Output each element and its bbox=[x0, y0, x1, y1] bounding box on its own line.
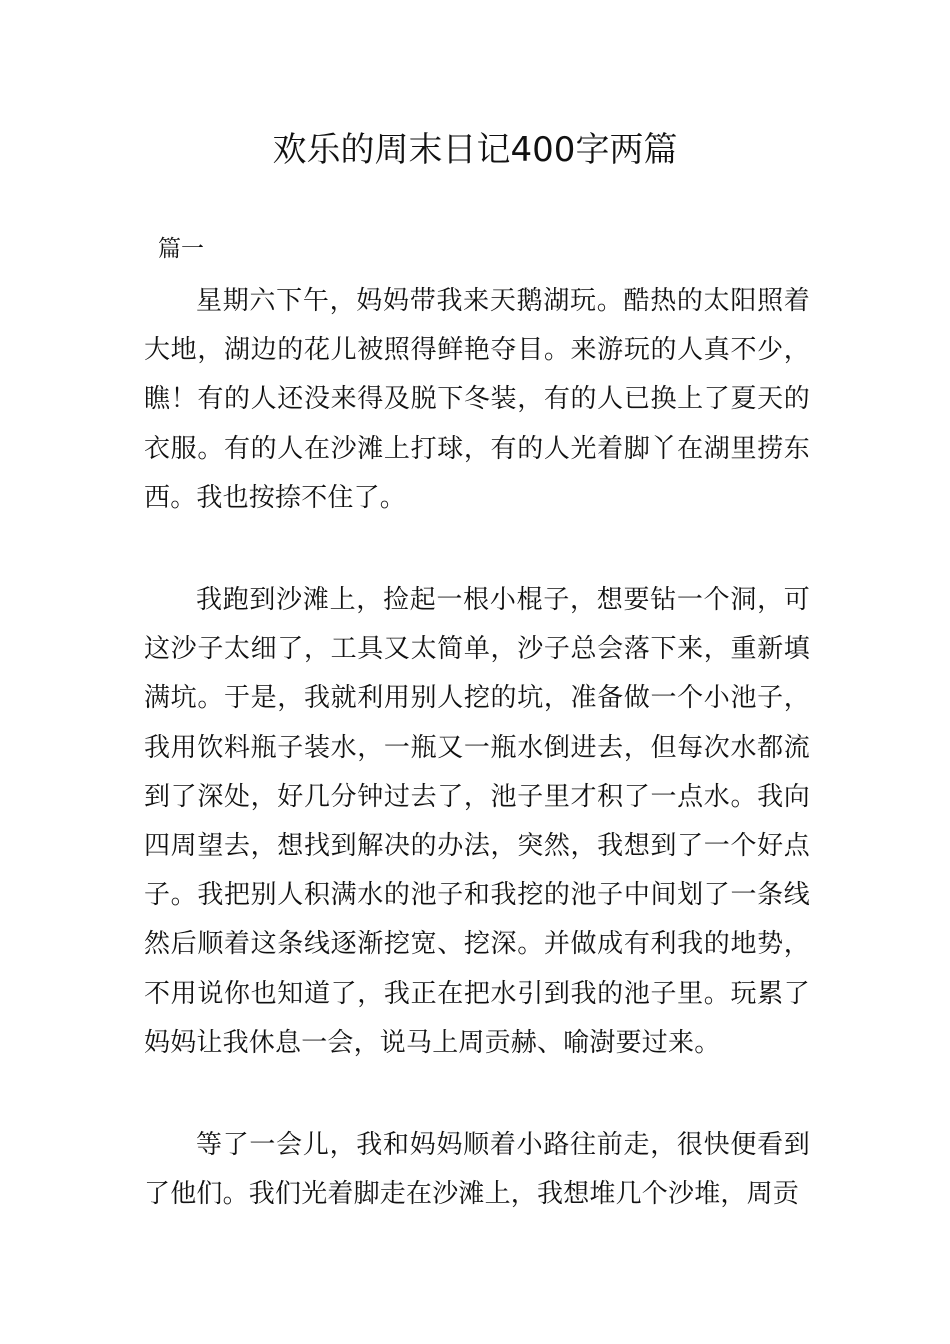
paragraph-3: 等了一会儿，我和妈妈顺着小路往前走，很快便看到了他们。我们光着脚走在沙滩上，我想堆几个沙堆，周贡 bbox=[144, 1130, 810, 1210]
section-label: 篇一 bbox=[158, 236, 204, 262]
paragraph-1: 星期六下午，妈妈带我来天鹅湖玩。酷热的太阳照着大地，湖边的花儿被照得鲜艳夺目。来游玩的人真不少，瞧！有的人还没来得及脱下冬装，有的人已换上了夏天的衣服。有的人在沙滩上打球，有的人光着脚丫在湖里捞东西。我也按捺不住了。 bbox=[144, 286, 810, 513]
paragraph-2: 我跑到沙滩上，捡起一根小棍子，想要钻一个洞，可这沙子太细了，工具又太简单，沙子总会落下来，重新填满坑。于是，我就利用别人挖的坑，准备做一个小池子，我用饮料瓶子装水，一瓶又一瓶水倒进去，但每次水都流到了深处，好几分钟过去了，池子里才积了一点水。我向四周望去，想找到解决的办法，突然，我想到了一个好点子。我把别人积满水的池子和我挖的池子中间划了一条线然后顺着这条线逐渐挖宽、挖深。并做成有利我的地势，不用说你也知道了，我正在把水引到我的池子里。玩累了妈妈让我休息一会，说马上周贡赫、喻澍要过来。 bbox=[144, 585, 810, 1058]
document-title: 欢乐的周末日记400字两篇 bbox=[272, 130, 678, 170]
